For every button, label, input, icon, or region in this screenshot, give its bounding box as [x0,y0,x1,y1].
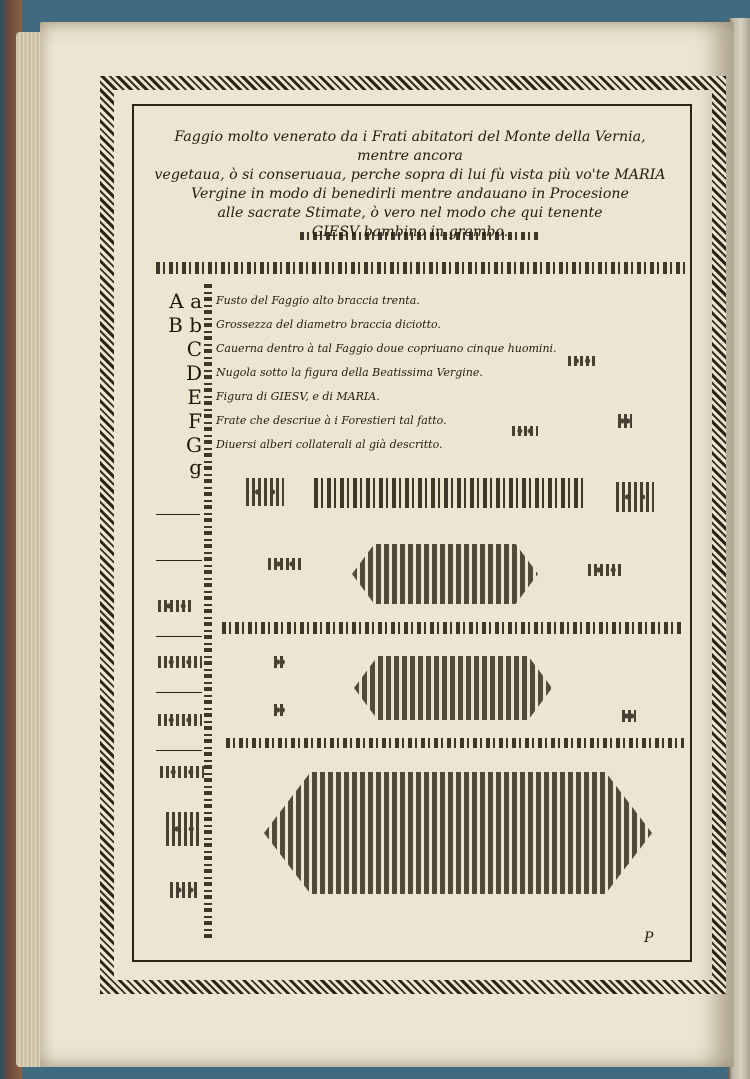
legend-text: Cauerna dentro à tal Faggio doue copriuano cinque huomini. [216,342,557,355]
column-rule [156,560,202,561]
legend-text: Frate che descriue à i Forestieri tal fatto. [216,414,447,427]
legend-text: Figura di GIESV, e di MARIA. [216,390,380,403]
column-rule [156,514,200,515]
plate-title [150,128,670,242]
legend-text: Grossezza del diametro braccia diciotto. [216,318,441,331]
fleuron-ornament [268,558,302,570]
legend-item [168,290,638,314]
fleuron-ornament [158,714,202,726]
legend-letter: B b [168,313,202,337]
legend-letter: F [188,409,202,433]
legend-item [168,433,638,479]
fleuron-ornament [512,426,538,436]
fleuron-cluster [264,772,652,894]
column-rule [156,750,202,751]
signature-mark: P [644,930,654,946]
legend-text: Fusto del Faggio alto braccia trenta. [216,294,420,307]
legend-letter: A a [169,289,202,313]
ornament-band [226,738,684,748]
fleuron-ornament [166,812,202,846]
legend-item [168,410,638,434]
legend-item [168,314,638,338]
title-line: Vergine in modo di benedirli mentre andauano in Procesione [191,186,629,202]
legend-letter: G g [186,433,202,479]
ornament-band [222,622,684,634]
title-line: Faggio molto venerato da i Frati abitatori del Monte della Vernia, mentre ancora [174,129,646,164]
fleuron-ornament [616,482,654,512]
legend-letter: C [186,337,202,361]
fleuron-ornament [158,656,202,668]
title-line: vegetaua, ò si conseruaua, perche sopra di lui fù vista più vo'te MARIA [154,167,666,183]
fleuron-ornament [274,656,286,668]
fleuron-ornament [588,564,624,576]
fleuron-row [314,478,586,508]
fleuron-ornament [158,600,194,612]
legend-letter: E [187,385,202,409]
legend-text: Nugola sotto la figura della Beatissima Vergine. [216,366,483,379]
fleuron-ornament [246,478,284,506]
column-rule [156,636,202,637]
fleuron-ornament [274,704,286,716]
fleuron-ornament [568,356,596,366]
fleuron-ornament [160,766,204,778]
column-rule [156,692,202,693]
fleuron-ornament [170,882,200,898]
legend-text: Diuersi alberi collaterali al già descritto. [216,438,443,451]
title-line: GIESV bambino in grembo. [311,224,509,240]
legend-item [168,386,638,410]
title-line: alle sacrate Stimate, ò vero nel modo che qui tenente [217,205,603,221]
fleuron-cluster [352,544,538,604]
fleuron-cluster [354,656,552,720]
fleuron-ornament [618,414,632,428]
ornament-band [156,262,686,274]
legend-letter: D [185,361,202,385]
fleuron-ornament [622,710,636,722]
